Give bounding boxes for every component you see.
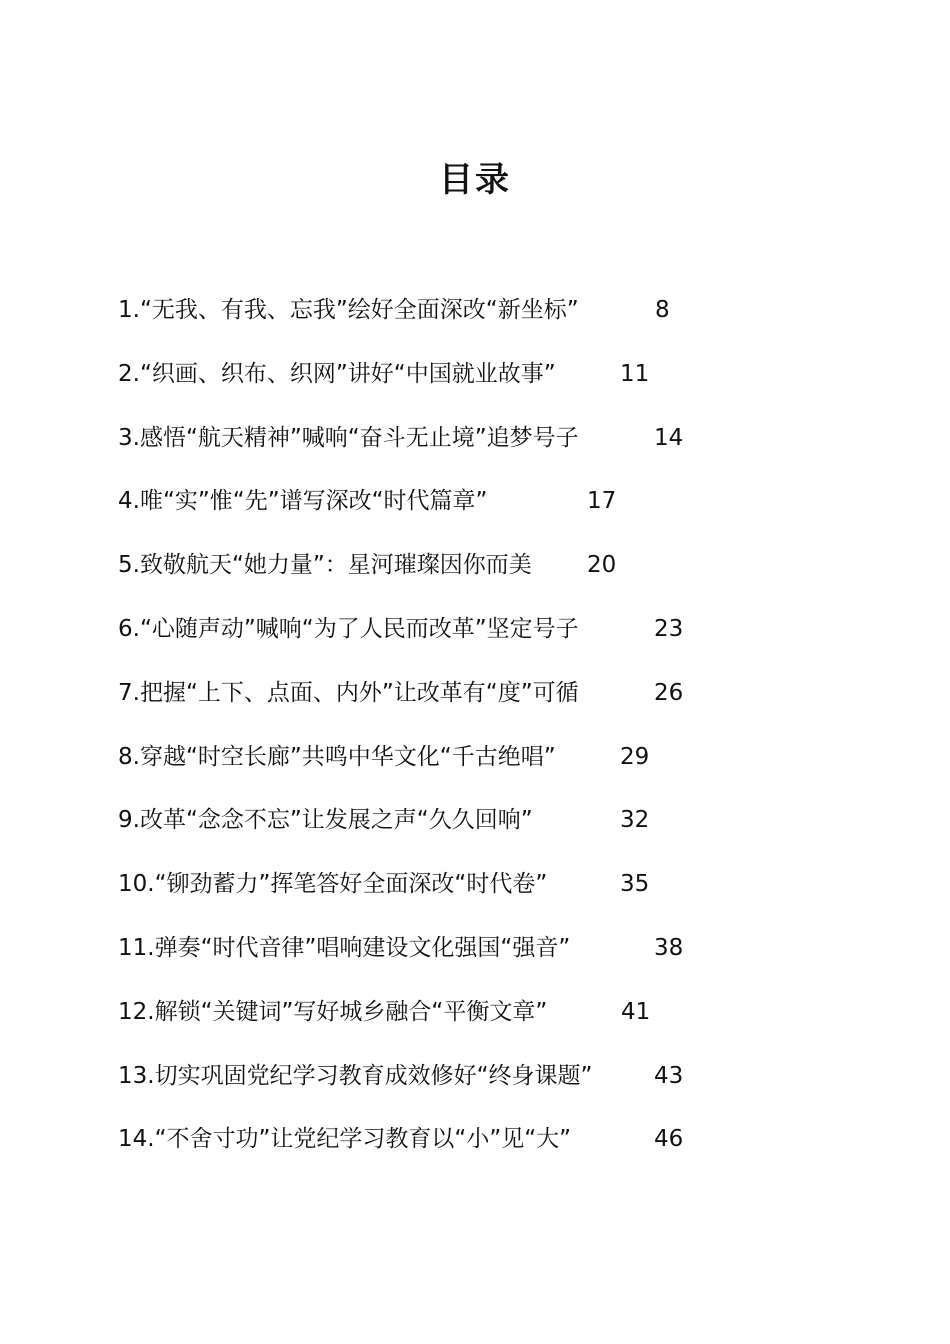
toc-entry-page: 38 xyxy=(654,934,684,961)
page-title: 目录 xyxy=(439,160,511,200)
toc-entry-page: 43 xyxy=(654,1062,684,1089)
toc-entry xyxy=(118,671,878,735)
toc-entry xyxy=(118,479,878,543)
toc-entry-text: 13.切实巩固党纪学习教育成效修好“终身课题” xyxy=(118,1062,593,1089)
toc-entry xyxy=(118,990,878,1054)
toc-entry-page: 29 xyxy=(620,743,650,770)
toc-entry-page: 46 xyxy=(654,1126,684,1153)
toc-entry-page: 23 xyxy=(654,615,684,642)
toc-entry-page: 14 xyxy=(654,424,684,451)
toc-entry-page: 11 xyxy=(620,360,650,387)
toc-entry xyxy=(118,735,878,799)
toc-entry xyxy=(118,416,878,480)
toc-entry-text: 2.“织画、织布、织网”讲好“中国就业故事” xyxy=(118,360,556,387)
toc-entry-text: 5.致敬航天“她力量”：星河璀璨因你而美 xyxy=(118,552,532,579)
toc-entry-text: 12.解锁“关键词”写好城乡融合“平衡文章” xyxy=(118,998,548,1025)
toc-entry xyxy=(118,1054,878,1118)
toc-entry-page: 32 xyxy=(620,807,650,834)
toc-entry-text: 4.唯“实”惟“先”谱写深改“时代篇章” xyxy=(118,488,488,515)
toc-list xyxy=(118,288,878,1181)
toc-entry-page: 26 xyxy=(654,679,684,706)
toc-entry xyxy=(118,798,878,862)
toc-entry-text: 7.把握“上下、点面、内外”让改革有“度”可循 xyxy=(118,679,579,706)
toc-entry-text: 11.弹奏“时代音律”唱响建设文化强国“强音” xyxy=(118,934,571,961)
toc-entry-page: 8 xyxy=(655,297,670,323)
toc-entry-text: 3.感悟“航天精神”喊响“奋斗无止境”追梦号子 xyxy=(118,424,579,451)
toc-entry-page: 41 xyxy=(621,998,651,1025)
toc-entry-page: 35 xyxy=(620,871,650,898)
toc-entry-text: 1.“无我、有我、忘我”绘好全面深改“新坐标” xyxy=(118,297,579,323)
toc-entry-text: 6.“心随声动”喊响“为了人民而改革”坚定号子 xyxy=(118,615,579,642)
toc-entry xyxy=(118,607,878,671)
toc-entry xyxy=(118,1117,878,1181)
toc-entry xyxy=(118,926,878,990)
toc-entry-page: 20 xyxy=(587,552,617,579)
toc-entry-page: 17 xyxy=(587,488,617,515)
toc-entry-text: 8.穿越“时空长廊”共鸣中华文化“千古绝唱” xyxy=(118,743,556,770)
toc-entry xyxy=(118,543,878,607)
toc-entry xyxy=(118,288,878,352)
toc-entry-text: 9.改革“念念不忘”让发展之声“久久回响” xyxy=(118,807,533,834)
toc-entry xyxy=(118,352,878,416)
toc-entry-text: 10.“铆劲蓄力”挥笔答好全面深改“时代卷” xyxy=(118,871,548,898)
toc-entry-text: 14.“不舍寸功”让党纪学习教育以“小”见“大” xyxy=(118,1126,572,1153)
toc-entry xyxy=(118,862,878,926)
